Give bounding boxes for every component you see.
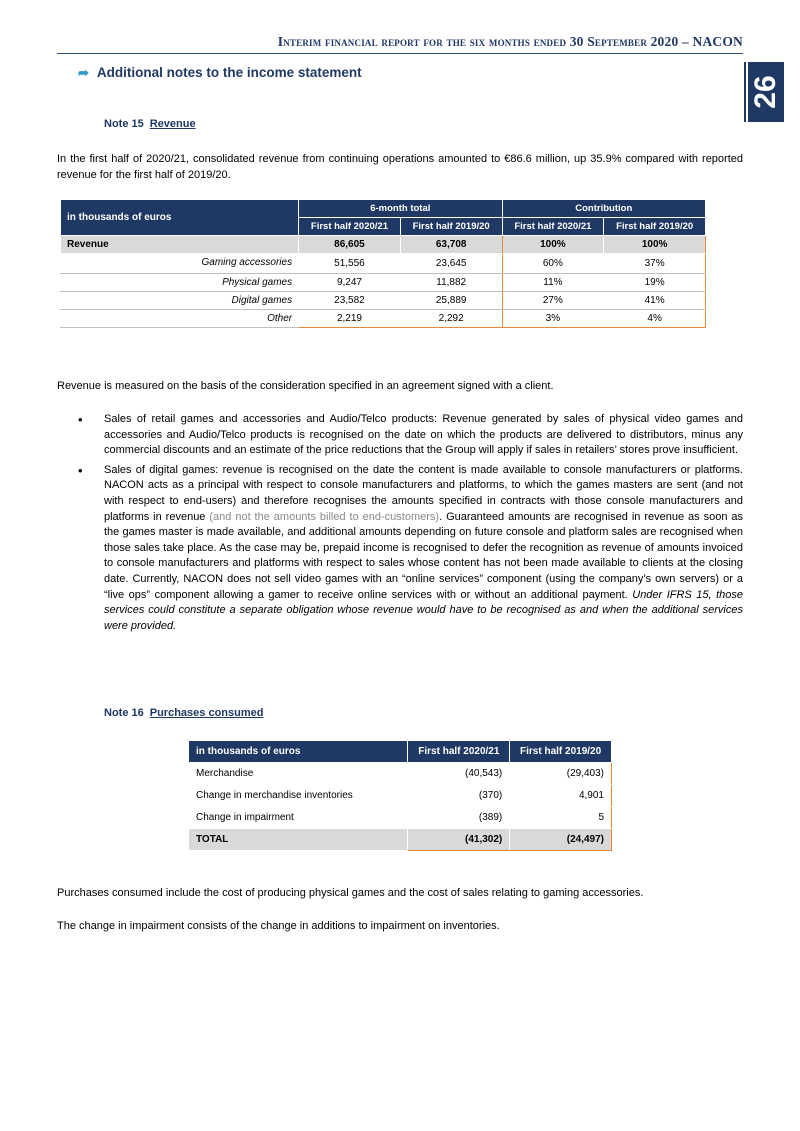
purchases-row-2-value-0: (389) [408, 807, 510, 829]
bullet-2-text [104, 463, 743, 635]
purchases-col-header-1: First half 2019/20 [510, 741, 612, 763]
revenue-row-2-label: Physical games [61, 273, 299, 291]
table-row [189, 785, 612, 807]
revenue-row-0-value-1: 63,708 [400, 236, 502, 254]
table-row [61, 236, 706, 254]
bullet-2-part1: Sales of digital games: revenue is recognised on the date the content is made available to console manufacturers or platforms. NACON acts as a principal with respect to console manufacturers and platforms, to which the games masters are sent (and not with respect to end-users) and therefore recognises the amounts specified in contracts with those console manufacturers and platforms in revenue [104, 463, 743, 523]
revenue-row-2-value-3: 19% [604, 273, 706, 291]
purchases-row-3-value-0: (41,302) [408, 829, 510, 851]
revenue-row-3-label: Digital games [61, 291, 299, 309]
purchases-row-1-label: Change in merchandise inventories [189, 785, 408, 807]
revenue-group-header-contribution: Contribution [502, 200, 705, 218]
note-15-title: Revenue [149, 118, 196, 130]
revenue-row-4-label: Other [61, 309, 299, 327]
revenue-row-3-value-0: 23,582 [299, 291, 401, 309]
revenue-col-header-3: First half 2019/20 [604, 218, 706, 236]
table-row [189, 763, 612, 785]
revenue-row-2-value-2: 11% [502, 273, 604, 291]
bullet-2-muted: (and not the amounts billed to end-customers) [209, 510, 440, 523]
table-header-row [189, 741, 612, 763]
section-title [78, 65, 362, 81]
list-item [78, 463, 743, 635]
page-tab-rule [744, 62, 746, 122]
revenue-row-1-value-2: 60% [502, 254, 604, 274]
revenue-row-1-value-1: 23,645 [400, 254, 502, 274]
revenue-col-header-0: First half 2020/21 [299, 218, 401, 236]
table-row [189, 829, 612, 851]
purchases-row-2-value-1: 5 [510, 807, 612, 829]
purchases-table-corner-label: in thousands of euros [189, 741, 408, 763]
purchases-row-3-label: TOTAL [189, 829, 408, 851]
revenue-row-0-value-0: 86,605 [299, 236, 401, 254]
header-divider [57, 53, 743, 54]
table-row [61, 309, 706, 327]
note-16-title: Purchases consumed [149, 707, 264, 719]
note-16-heading [104, 707, 263, 719]
page-number-label: 26 [749, 75, 782, 109]
table-row [61, 291, 706, 309]
purchases-row-0-label: Merchandise [189, 763, 408, 785]
purchases-row-2-label: Change in impairment [189, 807, 408, 829]
note-16-label: Note 16 [104, 707, 144, 719]
revenue-row-3-value-2: 27% [502, 291, 604, 309]
revenue-row-4-value-1: 2,292 [400, 309, 502, 327]
revenue-row-2-value-1: 11,882 [400, 273, 502, 291]
purchases-row-0-value-0: (40,543) [408, 763, 510, 785]
bullet-2-part2: . Guaranteed amounts are recognised in revenue as soon as the games master is made available, and additional amounts depending on future console and platform sales are recognised when those sales take place. As the case may be, prepaid income is recognised to defer the recognition as revenue of amounts invoiced to console manufacturers and platforms with respect to sales whose content has not been made available to clients at the closing date. Currently, NACON does not sell video games with an “online services” component (using the company’s own servers) or a “live ops” component allowing a gamer to receive online services with or without an additional payment. [104, 510, 743, 601]
revenue-row-1-value-3: 37% [604, 254, 706, 274]
revenue-col-header-2: First half 2020/21 [502, 218, 604, 236]
purchases-consumed-table [188, 740, 612, 851]
bullet-dot-icon: • [78, 412, 83, 427]
note-15-heading [104, 118, 196, 130]
bullet-2-italic: Under IFRS 15, those services could constitute a separate obligation whose revenue would have to be recognised as and when the additional services were provided. [104, 588, 743, 632]
bullet-dot-icon: • [78, 462, 83, 478]
section-title-label: Additional notes to the income statement [96, 65, 362, 80]
purchases-row-3-value-1: (24,497) [510, 829, 612, 851]
revenue-measurement-paragraph: Revenue is measured on the basis of the consideration specified in an agreement signed with a client. [57, 380, 554, 392]
purchases-row-1-value-0: (370) [408, 785, 510, 807]
note-16-paragraph-1: Purchases consumed include the cost of producing physical games and the cost of sales relating to gaming accessories. [57, 887, 644, 899]
revenue-group-header-total: 6-month total [299, 200, 502, 218]
revenue-row-1-label: Gaming accessories [61, 254, 299, 274]
table-row [61, 254, 706, 274]
table-row [61, 273, 706, 291]
revenue-row-0-value-2: 100% [502, 236, 604, 254]
purchases-col-header-0: First half 2020/21 [408, 741, 510, 763]
revenue-row-1-value-0: 51,556 [299, 254, 401, 274]
revenue-table-corner-label: in thousands of euros [61, 200, 299, 236]
revenue-recognition-bullets [78, 412, 743, 639]
revenue-table [60, 199, 706, 328]
revenue-row-0-label: Revenue [61, 236, 299, 254]
arrow-loop-icon: ➦ [78, 65, 89, 80]
note-15-label: Note 15 [104, 118, 144, 130]
bullet-1-text: Sales of retail games and accessories and Audio/Telco products: Revenue generated by sales of physical video games and accessories and Audio/Telco products is recognised on the date on which the products are delivered to distributors, minus any commercial discounts and an estimate of the price reductions that the Group will apply if sales in retailers’ stores prove insufficient. [104, 413, 743, 457]
revenue-row-4-value-3: 4% [604, 309, 706, 327]
revenue-col-header-1: First half 2019/20 [400, 218, 502, 236]
note-16-paragraph-2: The change in impairment consists of the change in additions to impairment on inventories. [57, 920, 500, 932]
revenue-row-3-value-1: 25,889 [400, 291, 502, 309]
revenue-row-2-value-0: 9,247 [299, 273, 401, 291]
revenue-row-0-value-3: 100% [604, 236, 706, 254]
revenue-row-4-value-2: 3% [502, 309, 604, 327]
purchases-row-1-value-1: 4,901 [510, 785, 612, 807]
table-header-row-group [61, 200, 706, 218]
revenue-row-4-value-0: 2,219 [299, 309, 401, 327]
table-row [189, 807, 612, 829]
list-item [78, 412, 743, 459]
note-15-intro-paragraph: In the first half of 2020/21, consolidated revenue from continuing operations amounted to €86.6 million, up 35.9% compared with reported revenue for the first half of 2019/20. [57, 153, 743, 181]
purchases-row-0-value-1: (29,403) [510, 763, 612, 785]
page-number-tab [748, 62, 784, 122]
document-header-title: Interim financial report for the six months ended 30 September 2020 – NACON [277, 34, 743, 49]
revenue-row-3-value-3: 41% [604, 291, 706, 309]
